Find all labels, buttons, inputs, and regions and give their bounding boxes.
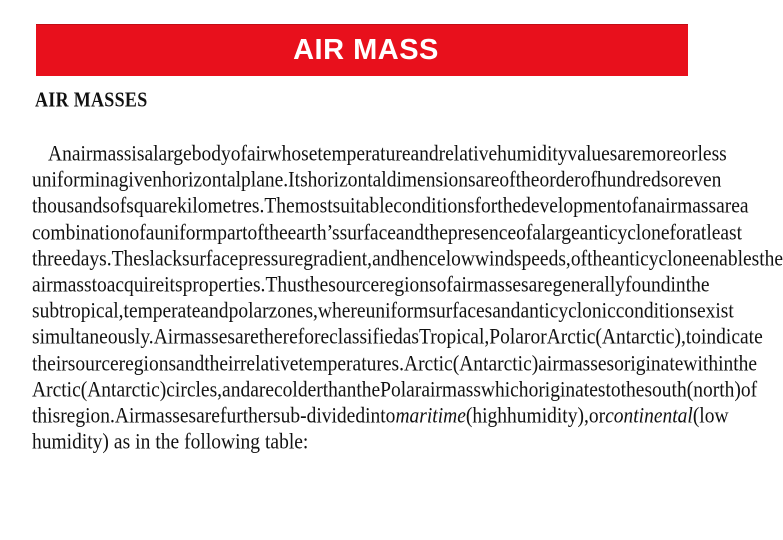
word: relative (239, 352, 299, 376)
word: Arctic (32, 378, 81, 402)
word: temperate (123, 299, 201, 324)
word: of (499, 168, 516, 193)
word: dimensions (386, 168, 476, 193)
word: uniform (154, 221, 218, 245)
word: the (155, 430, 180, 455)
word: anticyclone (610, 247, 701, 271)
word: a (739, 195, 749, 219)
word: within (683, 352, 734, 376)
word: classified (329, 325, 403, 350)
word: are (475, 168, 500, 193)
word: mass (677, 195, 717, 219)
word: or (668, 168, 685, 193)
word: where (317, 299, 366, 324)
word: subtropical, (32, 299, 124, 324)
word: air (421, 378, 442, 402)
word: in (670, 273, 686, 298)
word: the (733, 352, 758, 376)
word: and (176, 352, 205, 376)
word: this (32, 404, 61, 429)
word: and (200, 299, 229, 324)
word: Its (288, 168, 308, 193)
word: its (164, 273, 183, 298)
word: presence (447, 221, 517, 245)
word: zones, (268, 299, 318, 324)
word: combination (32, 221, 130, 245)
word: humidity), (507, 404, 589, 429)
word: of (516, 221, 533, 245)
paragraph-line (32, 140, 727, 169)
word: anticyclonic (520, 299, 616, 324)
word: air (538, 352, 559, 376)
word: to (685, 325, 702, 350)
word: generally (552, 273, 626, 298)
word: air (656, 195, 678, 219)
title-banner (36, 24, 688, 76)
word: simultaneously. (32, 325, 154, 350)
word: of (247, 221, 264, 245)
word: (Antarctic) (452, 352, 539, 376)
word: masses (179, 325, 235, 350)
word: (low (692, 404, 729, 429)
word: Air (153, 325, 180, 350)
word: air (32, 273, 53, 298)
section-heading: AIR MASSES (35, 88, 148, 111)
word: (north) (686, 378, 741, 402)
word: a (145, 221, 155, 245)
word: The (264, 195, 295, 219)
word: of (230, 142, 247, 167)
word: even (684, 168, 722, 193)
word: temperatures. (298, 352, 404, 376)
word: thousands (32, 195, 110, 219)
word: the (515, 168, 540, 193)
word: Polar (489, 325, 531, 350)
paragraph-line (32, 324, 763, 353)
paragraph-line (32, 350, 758, 379)
word: least (706, 221, 743, 245)
word: acquire (106, 273, 165, 298)
word: air (452, 273, 474, 298)
word: part (217, 221, 248, 245)
word: of (740, 378, 758, 402)
word: and (410, 142, 439, 167)
word: surface (182, 247, 239, 271)
word: given (118, 168, 162, 193)
word: the (759, 247, 783, 271)
word: the (497, 195, 522, 219)
word: Polar (380, 378, 422, 402)
word: or (588, 404, 606, 429)
word: source (67, 352, 119, 376)
word: of (436, 273, 453, 298)
italic-term: continental (605, 404, 693, 429)
word: as (402, 325, 420, 350)
word: the (620, 378, 645, 402)
paragraph-line (32, 271, 710, 300)
word: the (304, 273, 329, 298)
word: (high (465, 404, 508, 429)
word: uniform (365, 299, 429, 324)
word: of (621, 195, 639, 219)
word: regions (118, 352, 177, 376)
word: (Antarctic), (595, 325, 686, 350)
word: wind (474, 247, 514, 271)
word: enables (700, 247, 760, 271)
paragraph-line (32, 245, 783, 274)
word: originates (528, 378, 606, 402)
word: further (219, 404, 274, 429)
word: whose (267, 142, 318, 167)
word: exist (696, 299, 734, 324)
paragraph-line (32, 219, 743, 248)
word: or (681, 142, 698, 167)
word: Tropical, (419, 325, 490, 350)
word: Air (114, 404, 141, 429)
paragraph (32, 142, 783, 456)
word: and (222, 378, 251, 402)
word: than (322, 378, 357, 402)
word: square (126, 195, 178, 219)
word: in (94, 168, 110, 193)
word: are (234, 325, 259, 350)
paragraph-line (32, 376, 758, 405)
word: are (250, 378, 275, 402)
word: Arctic (403, 352, 453, 376)
word: horizontal (161, 168, 242, 193)
word: hence (400, 247, 446, 271)
word: of (110, 195, 127, 219)
word: their (204, 352, 240, 376)
word: at (692, 221, 707, 245)
word: masses (140, 404, 197, 429)
word: values (567, 142, 618, 167)
word: the (424, 221, 448, 245)
word: body (191, 142, 231, 167)
word: to (605, 378, 621, 402)
word: horizontal (307, 168, 387, 193)
word: (Antarctic) (80, 378, 167, 402)
word: regions (379, 273, 437, 298)
word: relative (438, 142, 498, 167)
word: indicate (701, 325, 763, 350)
word: development (521, 195, 622, 219)
word: region. (60, 404, 115, 429)
word: speeds, (513, 247, 571, 271)
word: are (716, 195, 740, 219)
paragraph-line (32, 428, 698, 457)
word: pressure (238, 247, 304, 271)
word: most (294, 195, 333, 219)
word: order (539, 168, 581, 193)
word: Arctic (546, 325, 596, 350)
word: uniform (32, 168, 95, 193)
word: as (113, 430, 131, 455)
word: anticyclone (579, 221, 670, 245)
word: less (697, 142, 727, 167)
word: large (153, 142, 192, 167)
word: kilometres. (177, 195, 265, 219)
word: large (541, 221, 580, 245)
word: their (32, 352, 68, 376)
word: of (570, 247, 588, 271)
word: low (445, 247, 475, 271)
word: south (644, 378, 687, 402)
word: a (532, 221, 541, 245)
word: slack (141, 247, 183, 271)
word: are (617, 142, 642, 167)
word: days. (70, 247, 112, 271)
word: An (48, 142, 72, 167)
word: conditions (615, 299, 697, 324)
word: temperature (317, 142, 411, 167)
word: The (111, 247, 142, 271)
word: mass (92, 142, 132, 167)
paragraph-line (32, 193, 749, 222)
word: following (184, 430, 261, 455)
word: are (528, 273, 553, 298)
word: Thus (265, 273, 305, 298)
word: and (395, 221, 425, 245)
word: mass (441, 378, 481, 402)
word: gradient, (303, 247, 373, 271)
word: polar (228, 299, 269, 324)
word: a (110, 168, 119, 193)
word: a (144, 142, 154, 167)
word: which (480, 378, 529, 402)
word: into (365, 404, 396, 429)
word: in (135, 430, 151, 455)
italic-term: maritime (395, 404, 466, 429)
word: plane. (241, 168, 289, 193)
word: table: (265, 430, 309, 455)
word: the (356, 378, 381, 402)
slide-title: AIR MASS (293, 33, 439, 66)
word: and (372, 247, 401, 271)
document-scan (32, 88, 783, 455)
word: of (580, 168, 597, 193)
word: colder (274, 378, 323, 402)
word: are (196, 404, 220, 429)
word: and (492, 299, 521, 324)
word: earth’s (287, 221, 340, 245)
word: therefore (258, 325, 330, 350)
word: is (131, 142, 145, 167)
word: an (638, 195, 657, 219)
word: air (71, 142, 93, 167)
word: the (263, 221, 288, 245)
word: mass (52, 273, 92, 298)
word: air (246, 142, 268, 167)
word: for (474, 195, 498, 219)
word: of (129, 221, 146, 245)
word: humidity (497, 142, 568, 167)
word: the (587, 247, 611, 271)
word: humidity) (32, 430, 109, 455)
word: more (641, 142, 682, 167)
word: conditions (393, 195, 475, 219)
word: the (685, 273, 710, 298)
word: originate (614, 352, 684, 376)
word: masses (473, 273, 529, 298)
word: to (91, 273, 107, 298)
word: hundreds (596, 168, 669, 193)
word: surface (339, 221, 396, 245)
word: or (530, 325, 547, 350)
word: surfaces (428, 299, 493, 324)
word: source (328, 273, 380, 298)
word: found (625, 273, 671, 298)
word: three (32, 247, 71, 271)
word: for (669, 221, 693, 245)
paragraph-line (32, 402, 729, 431)
word: masses (558, 352, 615, 376)
word: suitable (332, 195, 394, 219)
word: circles, (166, 378, 223, 402)
word: sub-divided (273, 404, 366, 429)
word: properties. (182, 273, 266, 298)
